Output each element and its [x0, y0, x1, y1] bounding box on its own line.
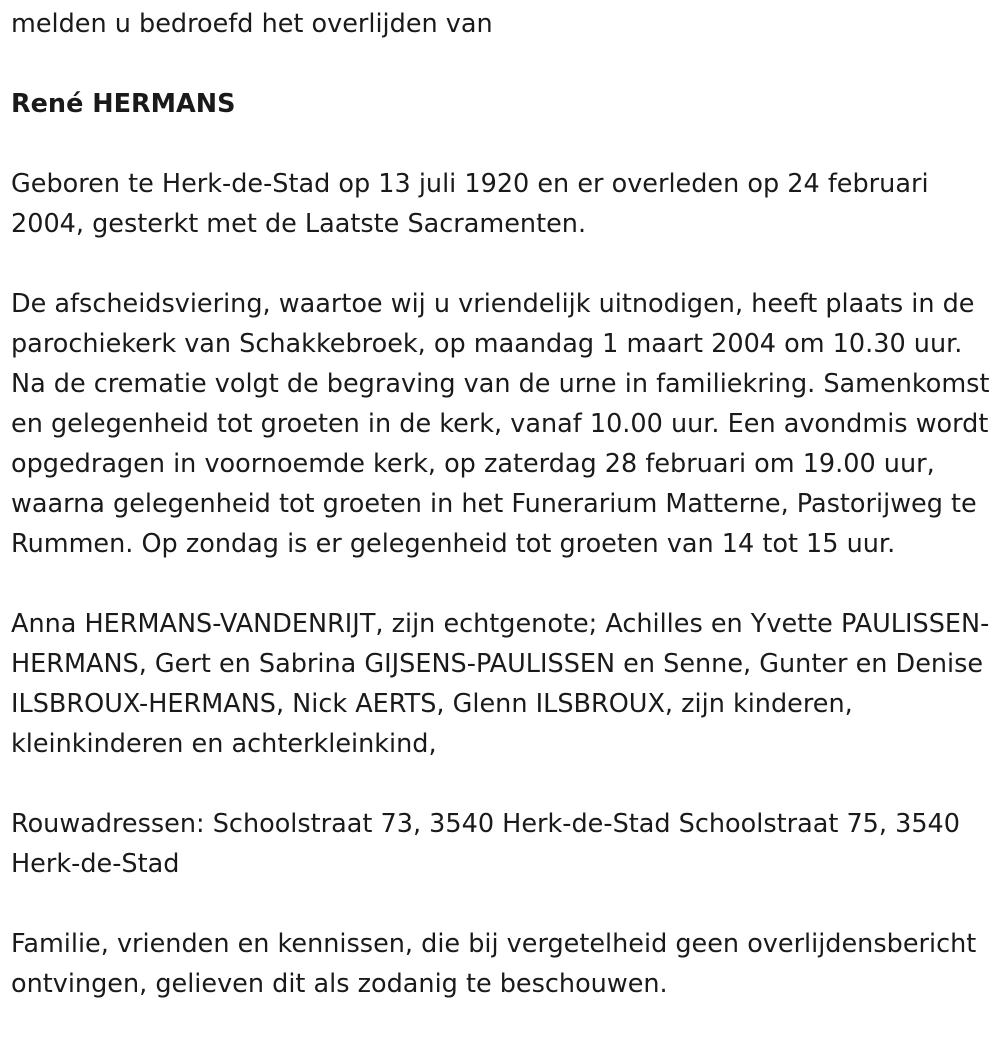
obituary-notice [11, 0, 993, 1004]
family-paragraph: Anna HERMANS-VANDENRIJT, zijn echtgenote; Achilles en Yvette PAULISSEN-HERMANS, Gert en Sabrina GIJSENS-PAULISSEN en Senne, Gunter en Denise ILSBROUX-HERMANS, Nick AERTS, Glenn ILSBROUX, zijn kinderen, kleinkinderen en achterkleinkind, [11, 609, 990, 759]
closing-paragraph: Familie, vrienden en kennissen, die bij vergetelheid geen overlijdensbericht ontvingen, gelieven dit als zodanig te beschouwen. [11, 929, 977, 999]
deceased-name: René HERMANS [11, 89, 236, 119]
birth-death-paragraph: Geboren te Herk-de-Stad op 13 juli 1920 en er overleden op 24 februari 2004, gesterkt met de Laatste Sacramenten. [11, 169, 929, 239]
addresses-paragraph: Rouwadressen: Schoolstraat 73, 3540 Herk-de-Stad Schoolstraat 75, 3540 Herk-de-Stad [11, 809, 961, 879]
ceremony-paragraph: De afscheidsviering, waartoe wij u vriendelijk uitnodigen, heeft plaats in de parochiekerk van Schakkebroek, op maandag 1 maart 2004 om 10.30 uur. Na de crematie volgt de begraving van de urne in familiekring. Samenkomst en gelegenheid tot groeten in de kerk, vanaf 10.00 uur. Een avondmis wordt opgedragen in voornoemde kerk, op zaterdag 28 februari om 19.00 uur, waarna gelegenheid tot groeten in het Funerarium Matterne, Pastorijweg te Rummen. Op zondag is er gelegenheid tot groeten van 14 tot 15 uur. [11, 289, 990, 559]
intro-line: melden u bedroefd het overlijden van [11, 9, 493, 39]
